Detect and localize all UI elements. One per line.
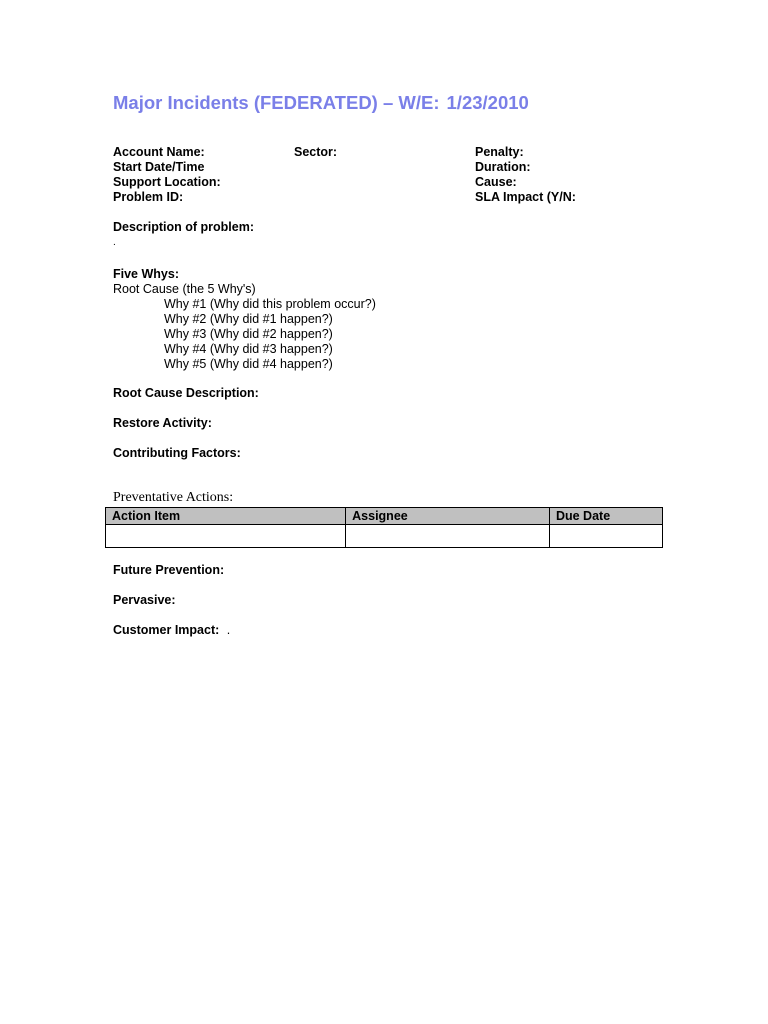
why-item: Why #5 (Why did #4 happen?) <box>164 357 333 371</box>
sla-impact-label: SLA Impact (Y/N: <box>475 190 576 204</box>
problem-id-label: Problem ID: <box>113 190 184 204</box>
preventative-actions-table <box>105 507 663 548</box>
start-datetime-label: Start Date/Time <box>113 160 205 174</box>
table-header-row <box>106 508 663 525</box>
why-item: Why #1 (Why did this problem occur?) <box>164 297 376 311</box>
title-date: 1/23/2010 <box>446 92 529 113</box>
future-prevention-label: Future Prevention: <box>113 563 225 577</box>
action-item-cell <box>106 525 346 548</box>
description-label: Description of problem: <box>113 220 254 234</box>
duration-label: Duration: <box>475 160 531 174</box>
account-name-label: Account Name: <box>113 145 205 159</box>
five-whys-label: Five Whys: <box>113 267 179 281</box>
due-date-header: Due Date <box>549 508 662 525</box>
why-item: Why #3 (Why did #2 happen?) <box>164 327 333 341</box>
cause-label: Cause: <box>475 175 517 189</box>
due-date-cell <box>549 525 662 548</box>
five-whys-intro: Root Cause (the 5 Why's) <box>113 282 256 296</box>
title-main: Major Incidents (FEDERATED) – W/E: <box>113 92 440 113</box>
restore-activity-label: Restore Activity: <box>113 416 212 430</box>
customer-impact-label <box>113 623 230 638</box>
root-cause-description-label: Root Cause Description: <box>113 386 259 400</box>
why-item: Why #4 (Why did #3 happen?) <box>164 342 333 356</box>
assignee-header: Assignee <box>346 508 550 525</box>
support-location-label: Support Location: <box>113 175 221 189</box>
preventative-actions-heading: Preventative Actions: <box>113 490 234 505</box>
customer-impact-text: Customer Impact: <box>113 623 220 637</box>
table-row <box>106 525 663 548</box>
customer-impact-value: . <box>226 623 231 637</box>
penalty-label: Penalty: <box>475 145 524 159</box>
pervasive-label: Pervasive: <box>113 593 176 607</box>
description-value: . <box>113 237 116 248</box>
contributing-factors-label: Contributing Factors: <box>113 446 241 460</box>
action-item-header: Action Item <box>106 508 346 525</box>
page-title <box>113 92 529 114</box>
sector-label: Sector: <box>294 145 338 159</box>
why-item: Why #2 (Why did #1 happen?) <box>164 312 333 326</box>
assignee-cell <box>346 525 550 548</box>
